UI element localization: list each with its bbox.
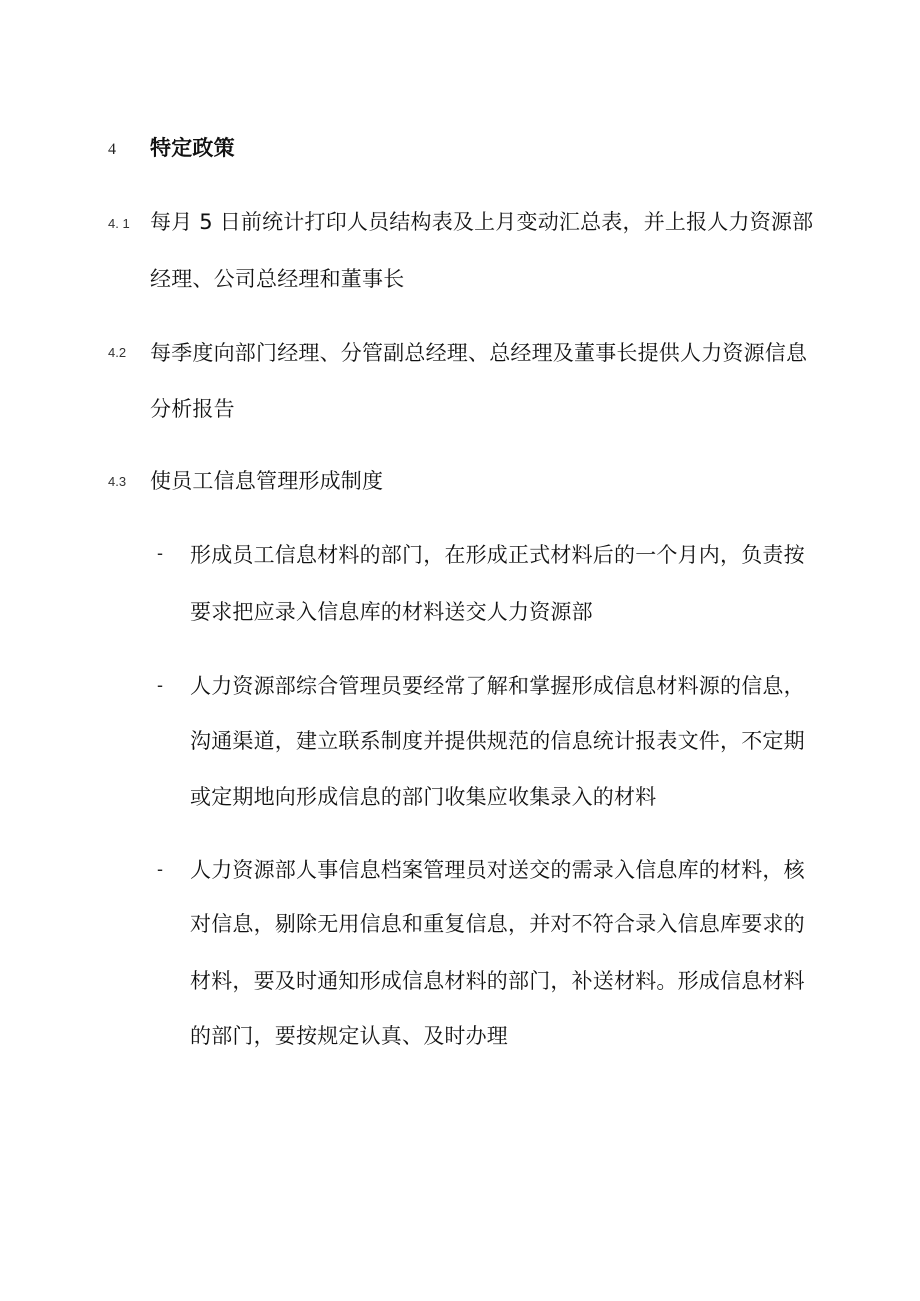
item-line: 每月 5 日前统计打印人员结构表及上月变动汇总表，并上报人力资源部 [150,210,814,234]
item-line: 使员工信息管理形成制度 [150,469,384,493]
item-number: 4. 1 [108,216,130,231]
bullet-marker: - [157,543,163,563]
item-number: 4.2 [108,345,127,360]
bullet-line: 要求把应录入信息库的材料送交人力资源部 [190,600,593,624]
bullet-marker: - [157,859,163,879]
bullet-line: 人力资源部综合管理员要经常了解和掌握形成信息材料源的信息， [190,674,805,698]
item-line: 经理、公司总经理和董事长 [150,267,405,291]
section-number: 4 [108,141,116,158]
item-number: 4.3 [108,474,127,489]
bullet-line: 或定期地向形成信息的部门收集应收集录入的材料 [190,785,657,809]
section-title: 特定政策 [150,136,235,160]
item-line: 分析报告 [150,397,235,421]
bullet-line: 对信息，剔除无用信息和重复信息，并对不符合录入信息库要求的 [190,912,805,936]
bullet-line: 的部门，要按规定认真、及时办理 [190,1024,508,1048]
bullet-line: 材料，要及时通知形成信息材料的部门，补送材料。形成信息材料 [190,969,805,993]
item-line: 每季度向部门经理、分管副总经理、总经理及董事长提供人力资源信息 [150,341,808,365]
bullet-line: 形成员工信息材料的部门，在形成正式材料后的一个月内，负责按 [190,543,805,567]
bullet-marker: - [157,675,163,695]
bullet-line: 沟通渠道，建立联系制度并提供规范的信息统计报表文件，不定期 [190,729,805,753]
bullet-line: 人力资源部人事信息档案管理员对送交的需录入信息库的材料，核 [190,858,805,882]
